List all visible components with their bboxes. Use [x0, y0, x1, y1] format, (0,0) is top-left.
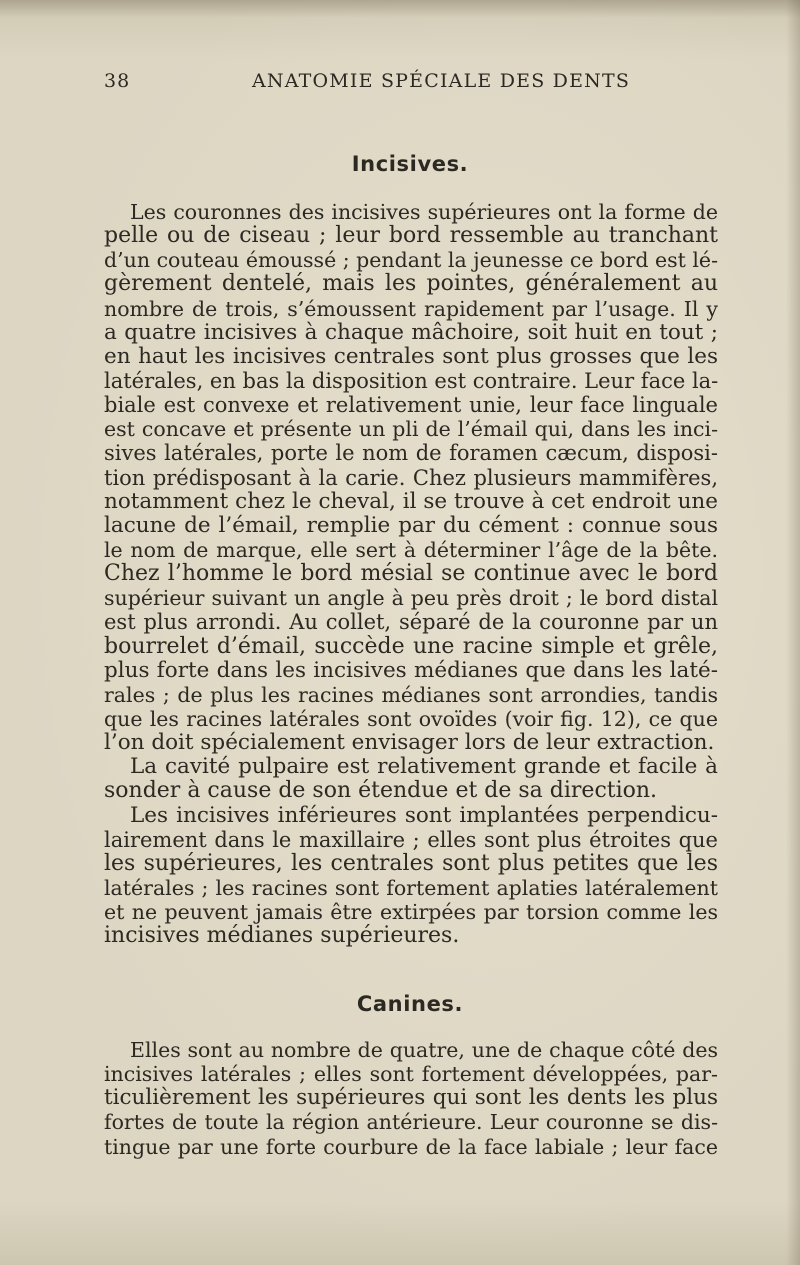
text-line: sives latérales, porte le nom de foramen cæcum, disposi- [104, 441, 718, 466]
text-line: l’on doit spécialement envisager lors de leur extraction. [104, 731, 715, 756]
text-line: Chez l’homme le bord mésial se continue avec le bord [104, 562, 718, 587]
page-right-shadow [786, 0, 800, 1265]
text-line: Les incisives inférieures sont implantées perpendicu- [130, 803, 718, 828]
text-line: a quatre incisives à chaque mâchoire, soit huit en tout ; [104, 320, 718, 345]
text-line: sonder à cause de son étendue et de sa direction. [104, 779, 658, 804]
text-line: biale est convexe et relativement unie, leur face linguale [104, 393, 718, 418]
text-line: latérales ; les racines sont fortement aplaties latéralement [104, 875, 718, 900]
text-line: La cavité pulpaire est relativement grande et facile à [130, 755, 718, 780]
text-line: incisives médianes supérieures. [104, 924, 460, 949]
text-line: est concave et présente un pli de l’émail qui, dans les inci- [104, 417, 718, 442]
text-line: Les couronnes des incisives supérieures ont la forme de [130, 200, 718, 224]
text-line: lacune de l’émail, remplie par du cément : connue sous [104, 513, 718, 538]
section-heading-canines: Canines. [356, 992, 464, 1016]
text-line: est plus arrondi. Au collet, séparé de la couronne par un [104, 610, 718, 635]
text-line: pelle ou de ciseau ; leur bord ressemble au tranchant [104, 224, 718, 249]
text-line: en haut les incisives centrales sont plus grosses que les [104, 344, 718, 369]
text-line: et ne peuvent jamais être extirpées par torsion comme les [104, 900, 718, 925]
section-heading-incisives: Incisives. [351, 152, 469, 176]
text-line: lairement dans le maxillaire ; elles sont plus étroites que [104, 827, 718, 852]
text-line: que les racines latérales sont ovoïdes (voir fig. 12), ce que [104, 706, 718, 731]
text-line: ticulièrement les supérieures qui sont les dents les plus [104, 1086, 718, 1111]
text-line: tion prédisposant à la carie. Chez plusieurs mammifères, [104, 465, 718, 490]
section-body-canines [104, 1038, 718, 1159]
text-line: nombre de trois, s’émoussent rapidement par l’usage. Il y [104, 296, 718, 321]
running-title: ANATOMIE SPÉCIALE DES DENTS [252, 70, 631, 92]
page-number: 38 [104, 70, 131, 92]
text-line: latérales, en bas la disposition est contraire. Leur face la- [104, 368, 718, 393]
text-line: Elles sont au nombre de quatre, une de chaque côté des [130, 1038, 718, 1062]
text-line: tingue par une forte courbure de la face labiale ; leur face [104, 1134, 718, 1159]
text-line: gèrement dentelé, mais les pointes, généralement au [104, 272, 718, 297]
text-line: rales ; de plus les racines médianes sont arrondies, tandis [104, 682, 718, 707]
text-line: plus forte dans les incisives médianes que dans les laté- [104, 658, 718, 683]
text-line: le nom de marque, elle sert à déterminer l’âge de la bête. [104, 537, 718, 562]
text-line: bourrelet d’émail, succède une racine simple et grêle, [104, 634, 718, 659]
running-head [104, 70, 724, 100]
text-line: d’un couteau émoussé ; pendant la jeunesse ce bord est lé- [104, 248, 718, 273]
section-body-incisives [104, 200, 718, 948]
text-line: incisives latérales ; elles sont fortement développées, par- [104, 1062, 718, 1087]
text-line: notamment chez le cheval, il se trouve à cet endroit une [104, 489, 718, 514]
page-top-shadow [0, 0, 800, 18]
text-line: les supérieures, les centrales sont plus petites que les [104, 851, 718, 876]
text-line: fortes de toute la région antérieure. Leur couronne se dis- [104, 1110, 718, 1135]
text-line: supérieur suivant un angle à peu près droit ; le bord distal [104, 586, 718, 611]
